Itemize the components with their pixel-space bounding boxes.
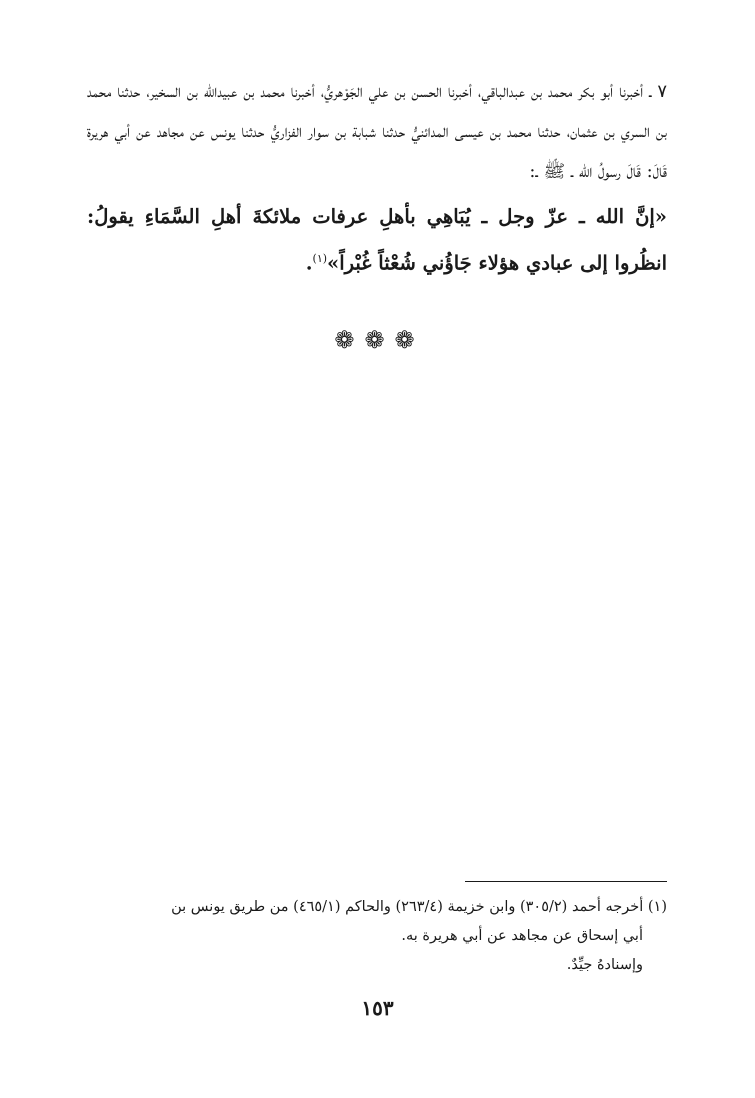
footnote-reference: (١) (312, 252, 328, 265)
flower-ornament-icon: ❁ (334, 326, 361, 354)
page-number: ١٥٣ (361, 996, 394, 1020)
footnote-separator (465, 881, 667, 882)
footnote-line-3: وإسنادهُ جيِّدٌ. (566, 957, 643, 973)
hadith-text (87, 196, 667, 285)
flower-ornament-icon: ❁ (364, 326, 391, 354)
hadith-isnad: ٧ ـ أخبرنا أبو بكر محمد بن عبدالباقي، أخبرنا الحسن بن علي الجَوْهريُّ، أخبرنا محمد بن عبيدالله بن السخير، حدثنا محمد بن السري بن عثمان، حدثنا محمد بن عيسى المدائنيُّ حدثنا شبابة بن سوار الفزاريُّ حدثنا يونس عن مجاهد عن أبي هريرة قَالَ: قَالَ رسولُ الله ـ ﷺ ـ: (87, 81, 667, 182)
footnotes (87, 893, 667, 980)
section-divider-ornament (0, 326, 755, 354)
footnote-line-1: (١) أخرجه أحمد (٣٠٥/٢) وابن خزيمة (٢٦٣/٤) والحاكم (٤٦٥/١) من طريق يونس بن (171, 899, 667, 915)
main-text-block (87, 72, 667, 285)
hadith-end-mark: . (305, 251, 313, 275)
footnote-line-2: أبي إسحاق عن مجاهد عن أبي هريرة به. (401, 928, 643, 944)
flower-ornament-icon: ❁ (394, 326, 421, 354)
hadith-matn: «إنَّ الله ـ عزّ وجل ـ يُبَاهِي بأهلِ عرفات ملائكةَ أهلِ السَّمَاءِ يقولُ: انظُروا إلى عبادي هؤلاء جَاؤُني شُعْثاً غُبْراً» (87, 205, 667, 275)
